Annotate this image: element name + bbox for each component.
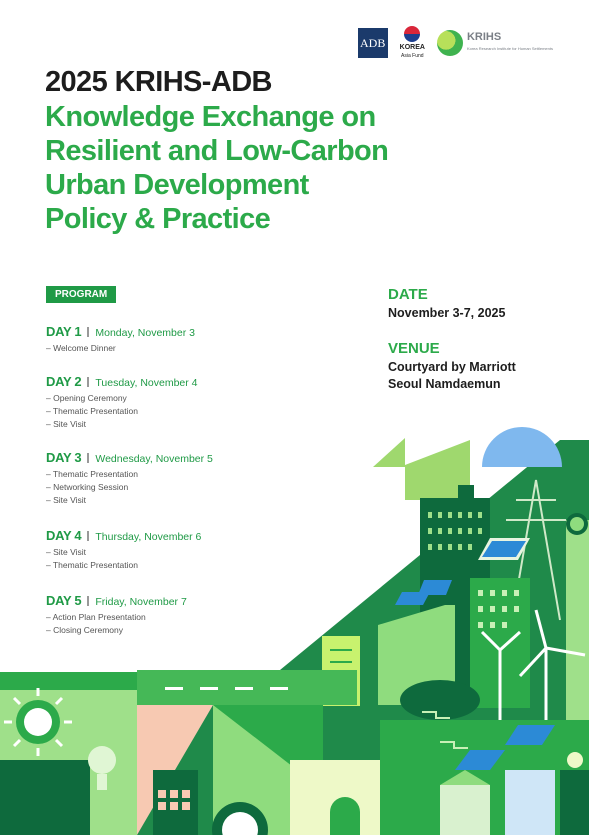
day-4 bbox=[46, 528, 201, 572]
partner-logos bbox=[358, 26, 553, 60]
krihs-logo-text bbox=[467, 32, 553, 54]
day-1 bbox=[46, 324, 195, 355]
day-2 bbox=[46, 374, 198, 431]
day-5 bbox=[46, 593, 187, 637]
krihs-name: KRIHS bbox=[466, 31, 502, 43]
day-item: – Site Visit bbox=[46, 419, 87, 429]
title-line-4: Urban Development bbox=[45, 169, 309, 201]
date-label: DATE bbox=[388, 286, 428, 303]
day-label: DAY 5 bbox=[46, 593, 82, 608]
program-badge: PROGRAM bbox=[46, 286, 116, 303]
day-item: – Opening Ceremony bbox=[46, 393, 127, 403]
korea-logo-text: KOREA bbox=[399, 44, 425, 51]
day-date: Thursday, November 6 bbox=[95, 531, 202, 543]
title-line-2: Knowledge Exchange on bbox=[45, 101, 376, 133]
korea-asia-fund-logo bbox=[400, 26, 425, 60]
venue-block bbox=[388, 340, 516, 393]
venue-label: VENUE bbox=[388, 340, 440, 357]
title-line-3: Resilient and Low-Carbon bbox=[45, 135, 389, 167]
korea-logo-subtext: Asia Fund bbox=[401, 53, 424, 59]
day-item: – Thematic Presentation bbox=[46, 469, 138, 479]
day-item: – Closing Ceremony bbox=[46, 625, 124, 635]
page-title bbox=[45, 64, 388, 236]
day-item: – Site Visit bbox=[46, 495, 87, 505]
day-label: DAY 2 bbox=[46, 374, 82, 389]
krihs-mark-icon bbox=[437, 30, 463, 56]
day-item: – Site Visit bbox=[46, 547, 87, 557]
title-line-5: Policy & Practice bbox=[45, 203, 271, 235]
day-label: DAY 3 bbox=[46, 450, 82, 465]
day-item: – Networking Session bbox=[46, 482, 129, 492]
day-label: DAY 4 bbox=[46, 528, 82, 543]
day-item: – Thematic Presentation bbox=[46, 560, 138, 570]
venue-line-1: Courtyard by Marriott bbox=[388, 360, 516, 374]
korea-flag-icon bbox=[404, 26, 420, 42]
date-block bbox=[388, 286, 505, 322]
krihs-logo bbox=[437, 30, 553, 56]
day-label: DAY 1 bbox=[46, 324, 82, 339]
krihs-subtext: Korea Research Institute for Human Settlements bbox=[466, 46, 553, 51]
day-3 bbox=[46, 450, 213, 507]
day-item: – Thematic Presentation bbox=[46, 406, 138, 416]
venue-line-2: Seoul Namdaemun bbox=[388, 377, 501, 391]
day-item: – Action Plan Presentation bbox=[46, 612, 146, 622]
day-date: Monday, November 3 bbox=[95, 327, 195, 339]
adb-logo: ADB bbox=[358, 28, 388, 58]
day-date: Friday, November 7 bbox=[95, 596, 187, 608]
title-line-1: 2025 KRIHS-ADB bbox=[45, 66, 272, 98]
day-date: Wednesday, November 5 bbox=[95, 453, 213, 465]
day-item: – Welcome Dinner bbox=[46, 343, 116, 353]
date-value: November 3-7, 2025 bbox=[388, 306, 506, 320]
day-date: Tuesday, November 4 bbox=[95, 377, 198, 389]
